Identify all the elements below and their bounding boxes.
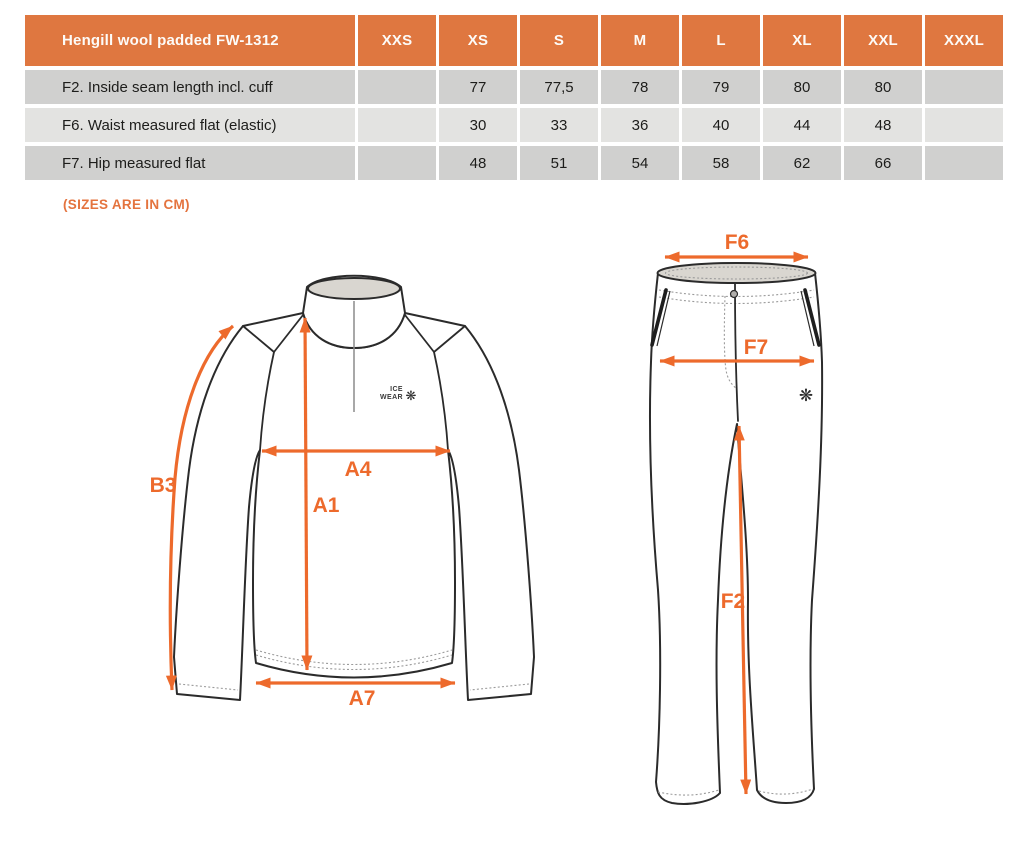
size-col-header: XS bbox=[439, 15, 517, 66]
f6-label: F6 bbox=[724, 231, 750, 254]
measure-value: 48 bbox=[844, 108, 922, 142]
measure-value: 62 bbox=[763, 146, 841, 180]
waist-inner bbox=[658, 263, 816, 283]
measure-value: 48 bbox=[439, 146, 517, 180]
logo-text-line2: WEAR bbox=[380, 394, 403, 401]
measure-value: 77 bbox=[439, 70, 517, 104]
measure-value: 80 bbox=[844, 70, 922, 104]
size-col-header: XXS bbox=[358, 15, 436, 66]
product-title: Hengill wool padded FW-1312 bbox=[25, 15, 355, 66]
a1-label: A1 bbox=[312, 494, 340, 517]
a1-length-arrow bbox=[305, 318, 307, 670]
measure-row-label: F6. Waist measured flat (elastic) bbox=[25, 108, 355, 142]
measure-value: 30 bbox=[439, 108, 517, 142]
measure-value: 80 bbox=[763, 70, 841, 104]
size-col-header: XL bbox=[763, 15, 841, 66]
measure-value: 33 bbox=[520, 108, 598, 142]
measure-value: 44 bbox=[763, 108, 841, 142]
size-col-header: M bbox=[601, 15, 679, 66]
f2-label: F2 bbox=[720, 590, 746, 613]
f7-label: F7 bbox=[743, 336, 769, 359]
a4-label: A4 bbox=[344, 458, 372, 481]
measure-value: 66 bbox=[844, 146, 922, 180]
measure-row-label: F2. Inside seam length incl. cuff bbox=[25, 70, 355, 104]
measure-value: 51 bbox=[520, 146, 598, 180]
measure-value: 54 bbox=[601, 146, 679, 180]
size-col-header: L bbox=[682, 15, 760, 66]
a7-label: A7 bbox=[348, 687, 376, 710]
measure-value: 79 bbox=[682, 70, 760, 104]
measure-value: 58 bbox=[682, 146, 760, 180]
pants-drawing bbox=[650, 231, 822, 804]
b3-label: B3 bbox=[149, 474, 177, 497]
measure-value: 40 bbox=[682, 108, 760, 142]
size-col-header: XXXL bbox=[925, 15, 1003, 66]
measure-value: 78 bbox=[601, 70, 679, 104]
logo-text-line1: ICE bbox=[390, 386, 403, 393]
snowflake-icon: ❋ bbox=[798, 386, 814, 406]
collar-inner bbox=[308, 278, 400, 299]
sweater-drawing bbox=[150, 276, 534, 710]
snowflake-icon: ❋ bbox=[405, 389, 417, 404]
measure-value: 77,5 bbox=[520, 70, 598, 104]
measure-value: 36 bbox=[601, 108, 679, 142]
sizes-unit-note: (SIZES ARE IN CM) bbox=[63, 197, 190, 212]
size-col-header: XXL bbox=[844, 15, 922, 66]
measure-row-label: F7. Hip measured flat bbox=[25, 146, 355, 180]
waist-button bbox=[731, 291, 738, 298]
size-col-header: S bbox=[520, 15, 598, 66]
